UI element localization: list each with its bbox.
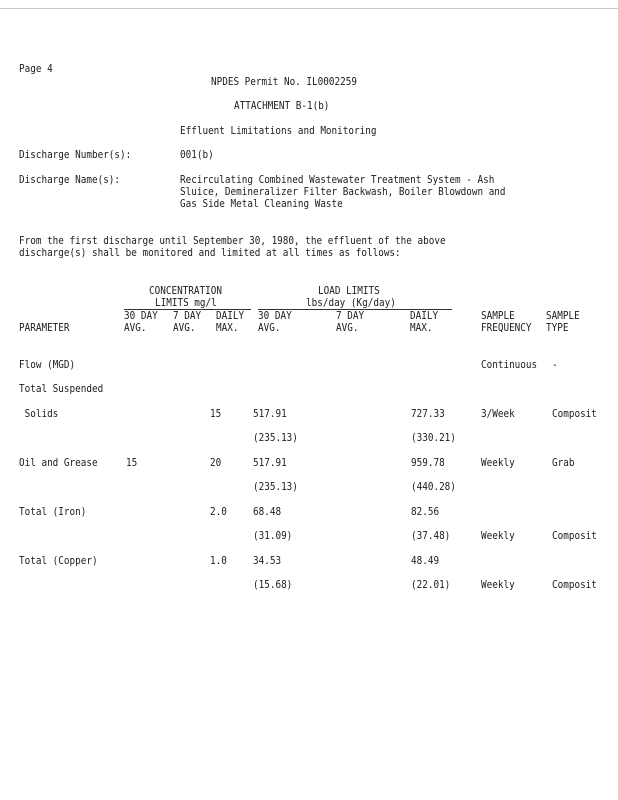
cell-load-daily-max: (37.48) [411,530,451,542]
col-parameter: PARAMETER [19,322,70,334]
cell-parameter: Flow (MGD) [19,359,76,371]
col-load-7day-avg: AVG. [336,322,359,334]
cell-sample-type: Grab [552,457,575,469]
cell-frequency: Continuous [481,359,538,371]
cell-load-30day: (31.09) [253,530,293,542]
discharge-name-value [180,174,506,210]
col-load-daily: DAILY [410,310,439,322]
cell-sample-type: Composit [552,408,597,420]
col-conc-daily-max: MAX. [216,322,239,334]
col-frequency-1: SAMPLE [481,310,515,322]
cell-frequency: Weekly [481,579,515,591]
col-type-2: TYPE [546,322,569,334]
col-conc-7day: 7 DAY [173,310,202,322]
cell-conc-daily-max: 15 [210,408,222,420]
col-conc-7day-avg: AVG. [173,322,196,334]
cell-load-daily-max: (330.21) [411,432,456,444]
col-type-1: SAMPLE [546,310,580,322]
page-label: Page 4 [19,63,53,75]
col-load-30day-avg: AVG. [258,322,281,334]
discharge-number-label: Discharge Number(s): [19,149,132,161]
document-subtitle: Effluent Limitations and Monitoring [180,125,377,137]
cell-load-daily-max: (440.28) [411,481,456,493]
intro-line: From the first discharge until September 30, 1980, the effluent of the above [19,235,446,247]
cell-frequency: 3/Week [481,408,515,420]
cell-parameter: Total (Copper) [19,555,98,567]
discharge-number-value: 001(b) [180,149,214,161]
col-conc-daily: DAILY [216,310,245,322]
cell-conc-30day: 15 [126,457,138,469]
cell-frequency: Weekly [481,530,515,542]
cell-sample-type: Composit [552,530,597,542]
cell-load-daily-max: (22.01) [411,579,451,591]
cell-conc-daily-max: 20 [210,457,222,469]
cell-frequency: Weekly [481,457,515,469]
discharge-name-line: Recirculating Combined Wastewater Treatment System - Ash [180,174,495,186]
col-conc-30day: 30 DAY [124,310,158,322]
cell-load-daily-max: 48.49 [411,555,440,567]
cell-load-daily-max: 727.33 [411,408,445,420]
col-load-7day: 7 DAY [336,310,365,322]
permit-header: NPDES Permit No. IL0002259 [211,76,357,88]
discharge-name-line: Sluice, Demineralizer Filter Backwash, Boiler Blowdown and [180,186,506,198]
cell-load-daily-max: 82.56 [411,506,440,518]
intro-paragraph [19,235,446,259]
cell-sample-type: Composit [552,579,597,591]
load-limits-units: lbs/day (Kg/day) [306,297,396,309]
intro-line: discharge(s) shall be monitored and limited at all times as follows: [19,247,401,259]
cell-load-30day: (235.13) [253,481,298,493]
cell-load-30day: 517.91 [253,457,287,469]
cell-load-daily-max: 959.78 [411,457,445,469]
col-frequency-2: FREQUENCY [481,322,532,334]
scan-edge-line [0,8,618,9]
col-conc-30day-avg: AVG. [124,322,147,334]
concentration-heading: CONCENTRATION [149,285,222,297]
attachment-title: ATTACHMENT B-1(b) [234,100,330,112]
cell-load-30day: 34.53 [253,555,282,567]
cell-load-30day: (235.13) [253,432,298,444]
col-load-daily-max: MAX. [410,322,433,334]
cell-conc-daily-max: 1.0 [210,555,227,567]
concentration-units: LIMITS mg/l [155,297,217,309]
cell-parameter: Oil and Grease [19,457,98,469]
cell-load-30day: (15.68) [253,579,293,591]
load-limits-heading: LOAD LIMITS [318,285,380,297]
cell-conc-daily-max: 2.0 [210,506,227,518]
cell-parameter: Total Suspended [19,383,104,395]
cell-parameter: Solids [19,408,59,420]
cell-load-30day: 517.91 [253,408,287,420]
discharge-name-line: Gas Side Metal Cleaning Waste [180,198,343,210]
cell-load-30day: 68.48 [253,506,282,518]
cell-parameter: Total (Iron) [19,506,87,518]
cell-sample-type: - [552,359,558,371]
col-load-30day: 30 DAY [258,310,292,322]
discharge-name-label: Discharge Name(s): [19,174,121,186]
